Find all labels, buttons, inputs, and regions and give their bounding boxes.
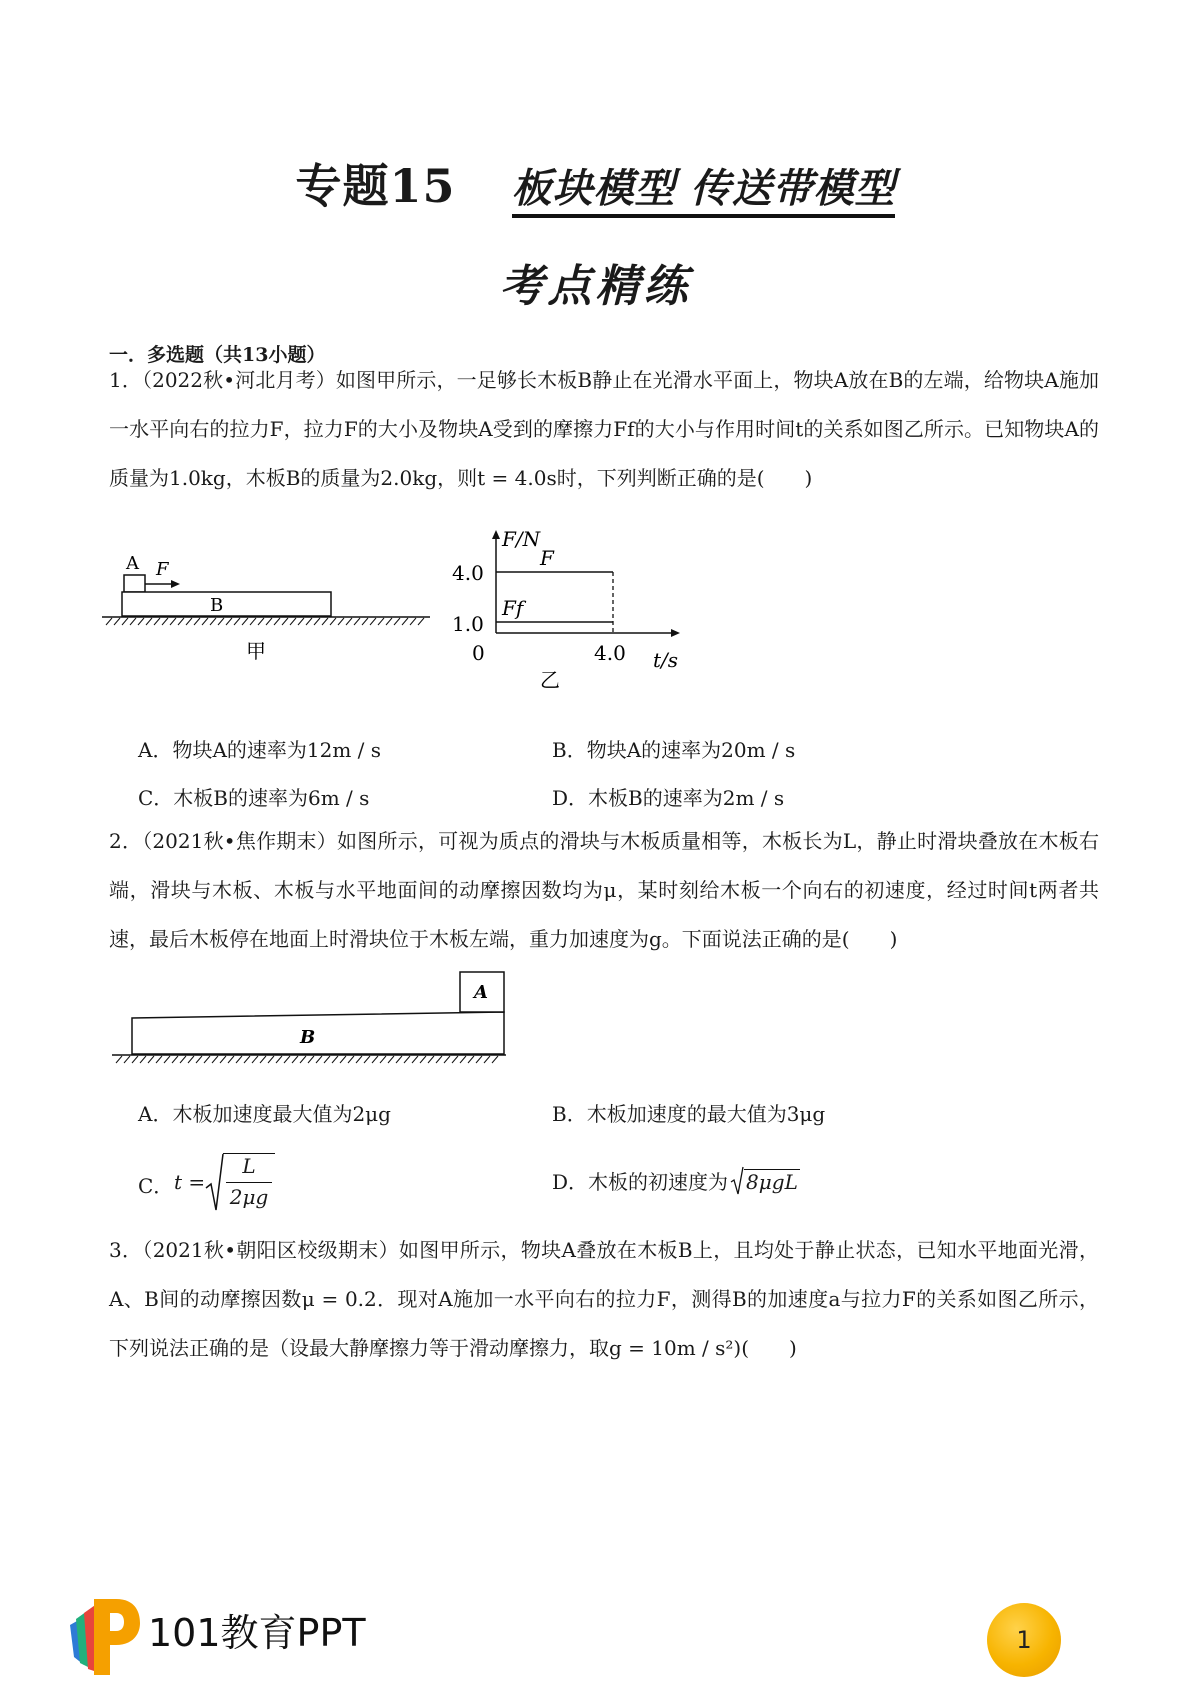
fig2-tick-y-bottom: 1.0 — [452, 612, 484, 636]
fig2-x-axis-label: t/s — [653, 648, 679, 672]
topic-subject: 板块模型 传送带模型 — [512, 165, 896, 218]
fig2-caption: 乙 — [540, 668, 560, 690]
fig2-y-axis-label: F/N — [502, 530, 541, 551]
q1-option-d[interactable]: D．木板B的速率为2m / s — [552, 786, 785, 810]
topic-label: 专题15 — [295, 159, 456, 213]
q2-option-c-denominator: 2μg — [229, 1185, 269, 1209]
q2-fig-label-a: A — [474, 982, 488, 1003]
brand-logo-icon — [64, 1595, 142, 1681]
fraction-bar — [226, 1182, 272, 1183]
q1-option-c[interactable]: C．木板B的速率为6m / s — [138, 786, 370, 810]
fig1-label-b: B — [210, 595, 224, 616]
q2-option-c-lhs: t = — [174, 1170, 206, 1194]
fig1-label-f: F — [156, 559, 169, 580]
sqrt-sign-icon — [730, 1166, 744, 1196]
page-title — [0, 150, 1191, 216]
page-number-badge — [987, 1603, 1061, 1677]
q2-option-b[interactable]: B．木板加速度的最大值为3μg — [552, 1102, 826, 1126]
fig2-series-ff: Ff — [502, 596, 524, 620]
q2-option-c-prefix: C． — [138, 1174, 174, 1198]
q2-option-a[interactable]: A．木板加速度最大值为2μg — [138, 1102, 391, 1126]
page-subtitle: 考点精练 — [499, 261, 692, 312]
q2-option-c-numerator: L — [242, 1154, 256, 1178]
fig2-tick-x: 4.0 — [594, 641, 626, 665]
q1-option-a[interactable]: A．物块A的速率为12m / s — [138, 738, 382, 762]
q2-option-d-radicand: 8μgL — [746, 1170, 798, 1194]
question-3-text: 3．（2021秋•朝阳区校级期末）如图甲所示，物块A叠放在木板B上，且均处于静止状态，已知水平地面光滑，A、B间的动摩擦因数μ = 0.2．现对A施加一水平向右的拉力F，测得B的加速度a与拉力F的关系如图乙所示，下列说法正确的是（设最大静摩擦力等于滑动摩擦力，取g = 10m / s²)( ) — [109, 1238, 1099, 1360]
fig2-tick-y-top: 4.0 — [452, 561, 484, 585]
question-2-text: 2．（2021秋•焦作期末）如图所示，可视为质点的滑块与木板质量相等，木板长为L，静止时滑块叠放在木板右端，滑块与木板、木板与水平地面间的动摩擦因数均为μ，某时刻给木板一个向右的初速度，经过时间t两者共速，最后木板停在地面上时滑块位于木板左端，重力加速度为g。下面说法正确的是( ) — [109, 829, 1099, 951]
fig1-caption: 甲 — [246, 639, 266, 663]
q2-option-d-radical — [730, 1170, 800, 1194]
q1-figure-yi — [448, 530, 698, 690]
q1-figure-jia — [100, 545, 435, 670]
q2-option-d-prefix: D．木板的初速度为 — [552, 1170, 729, 1194]
section-heading: 一．多选题（共13小题） — [109, 344, 326, 366]
fig2-tick-origin: 0 — [472, 641, 485, 665]
q2-fig-label-b: B — [300, 1027, 316, 1048]
sqrt-sign-icon — [204, 1152, 224, 1214]
q2-figure — [110, 970, 510, 1065]
q1-option-b[interactable]: B．物块A的速率为20m / s — [552, 738, 796, 762]
fig1-label-a: A — [126, 553, 139, 574]
page-number: 1 — [1016, 1626, 1032, 1654]
q2-option-d[interactable] — [552, 1166, 800, 1202]
fig2-series-f: F — [540, 546, 554, 570]
brand-logo-text: 101教育PPT — [148, 1611, 366, 1655]
question-1-text: 1．（2022秋•河北月考）如图甲所示，一足够长木板B静止在光滑水平面上，物块A放在B的左端，给物块A施加一水平向右的拉力F，拉力F的大小及物块A受到的摩擦力Ff的大小与作用时间t的关系如图乙所示。已知物块A的质量为1.0kg，木板B的质量为2.0kg，则t = 4.0s时，下列判断正确的是( ) — [109, 368, 1099, 490]
